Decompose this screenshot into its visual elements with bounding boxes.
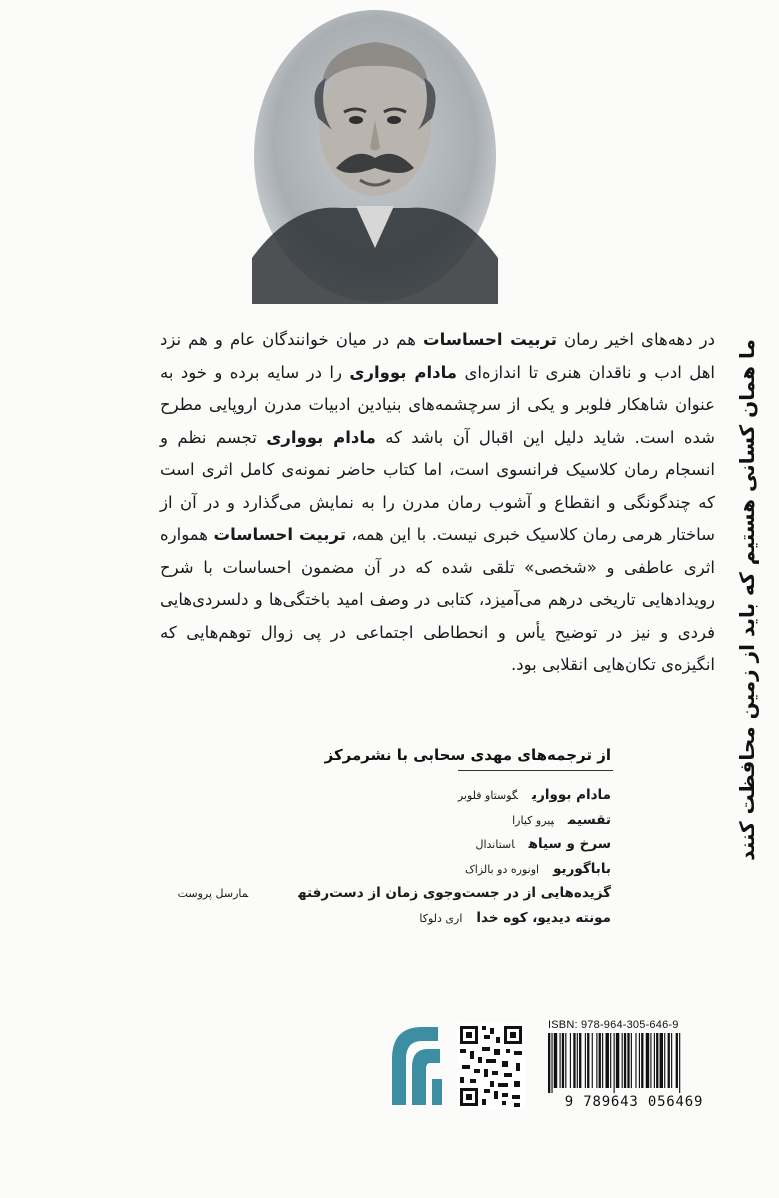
work-title: گزیده‌هایی از در جست‌وجوی زمان از دست‌رفته [298, 885, 611, 901]
spine-quote-text: ما همان کسانی هستیم که باید از زمین محافظت کنند [735, 339, 759, 861]
work-title: مادام بوواری [532, 787, 611, 803]
work-title: مونته دیدیو، کوه خدا [476, 909, 611, 926]
isbn-label: ISBN: 978-964-305-646-9 [548, 1019, 679, 1031]
barcode-bar [577, 1033, 578, 1088]
barcode-bar [660, 1033, 663, 1088]
barcode-bar [585, 1033, 586, 1088]
barcode-bar [616, 1033, 619, 1088]
work-item [91, 807, 611, 832]
barcode-bar [551, 1033, 552, 1093]
works-list [91, 782, 611, 929]
barcode-bar [654, 1033, 655, 1088]
works-heading: از ترجمه‌های مهدی سحابی با نشرمرکز [324, 746, 611, 764]
barcode-bar [641, 1033, 643, 1088]
barcode-bar [614, 1033, 615, 1093]
barcode-bar [639, 1033, 640, 1088]
work-author: گوستاو فلوبر [457, 789, 519, 802]
barcode-bar [671, 1033, 672, 1088]
blurb-segment: هم در میان خوانندگان عام و هم نزد اهل ادب و ناقدان هنری تا اندازه‌ای [160, 330, 715, 382]
work-title: تقسیم [567, 811, 611, 828]
barcode-bar [587, 1033, 589, 1088]
barcode-bar [606, 1033, 609, 1088]
barcode-bar [627, 1033, 629, 1088]
work-author: اری دلوکا [419, 911, 463, 925]
isbn-barcode [546, 1033, 722, 1093]
work-item [91, 905, 611, 930]
blurb-segment: تجسم نظم و انسجام رمان کلاسیک فرانسوی است، اما کتاب حاضر نمونه‌ی کامل اثری است که چندگونگی و انقطاع و آشوب رمان مدرن را به نمایش می‌گذارد و در آن از ساختار هرمی رمان کلاسیک خبری نیست. با این همه، [160, 427, 715, 544]
blurb-segment: را در سایه برده و خود به عنوان شاهکار فلوبر و یکی از سرچشمه‌های بنیادین ادبیات مدرن اروپایی مطرح شده است. شاید دلیل این اقبال آن باشد که [160, 362, 715, 447]
spine-quote [722, 330, 772, 870]
barcode-bar [560, 1033, 561, 1088]
barcode-bar [554, 1033, 557, 1088]
barcode-bar [548, 1033, 550, 1093]
work-item [91, 782, 611, 807]
barcode-bar [596, 1033, 597, 1088]
barcode-bar [668, 1033, 670, 1088]
author-portrait [252, 8, 498, 304]
barcode-bar [622, 1033, 623, 1088]
book-title-emphasis: تربیت احساسات [213, 525, 346, 544]
barcode-bar [610, 1033, 611, 1088]
book-title-emphasis: مادام بوواری [349, 362, 458, 382]
blurb-segment: در دهه‌های اخیر رمان [556, 330, 715, 349]
barcode-bar [646, 1033, 649, 1088]
book-title-emphasis: مادام بوواری [266, 427, 376, 447]
publisher-logo [388, 1023, 444, 1109]
work-item [91, 831, 611, 856]
work-item [91, 880, 611, 905]
barcode-bar [631, 1033, 632, 1088]
barcode-bar [565, 1033, 566, 1088]
barcode-bar [664, 1033, 665, 1088]
barcode-bar [599, 1033, 601, 1088]
work-author: استاندال [475, 838, 515, 851]
work-title: باباگوریو [553, 860, 611, 877]
work-item [91, 856, 611, 881]
blurb-segment: همواره اثری عاطفی و «شخصی» تلقی شده که در آن مضمون احساسات با شرح رویدادهایی تاریخی درهم می‌آمیزد، کتابی در وصف امید باختگی‌ها و دلسردی‌هایی فردی و نیز در توضیح یأس و انحطاطی اجتماعی در پی زوال توهم‌هایی که انگیزه‌ی تکان‌هایی انقلابی بود. [160, 525, 715, 674]
barcode-bar [592, 1033, 593, 1088]
barcode-bar [602, 1033, 603, 1088]
blurb-paragraph [160, 324, 715, 682]
isbn-digits: 9 789643 056469 [564, 1094, 704, 1110]
barcode-bar [624, 1033, 626, 1088]
work-author: اونوره دو بالزاک [464, 862, 540, 876]
barcode-bar [579, 1033, 581, 1088]
book-title-emphasis: تربیت احساسات [422, 330, 557, 349]
blurb-text [160, 324, 715, 682]
barcode-bar [573, 1033, 575, 1088]
work-author: مارسل پروست [177, 887, 249, 900]
barcode-bar [635, 1033, 636, 1088]
works-heading-underline [458, 770, 613, 771]
barcode-bar [570, 1033, 571, 1088]
qr-code [457, 1023, 525, 1109]
barcode-bar [679, 1033, 680, 1093]
barcode-bar [650, 1033, 651, 1088]
barcode-bar [562, 1033, 564, 1088]
work-author: پیرو کیارا [512, 813, 554, 827]
barcode-bar [676, 1033, 678, 1088]
work-title: سرخ و سیاه [528, 836, 611, 852]
barcode-bar [656, 1033, 658, 1088]
